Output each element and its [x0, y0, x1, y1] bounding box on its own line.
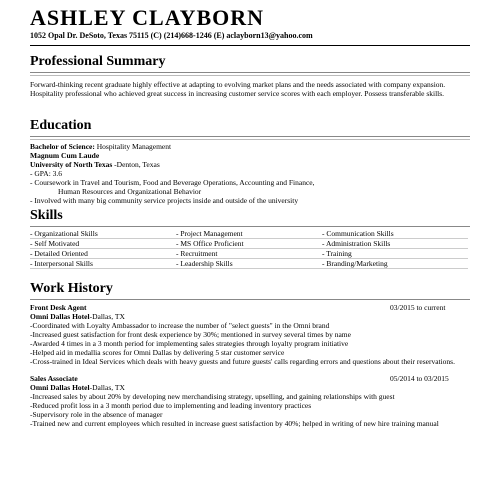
community-service: - Involved with many big community service projects inside and outside of the university: [30, 196, 299, 205]
candidate-name: ASHLEY CLAYBORN: [30, 5, 265, 30]
degree-label: Bachelor of Science:: [30, 142, 95, 151]
skill-item: - Self Motivated: [30, 239, 176, 249]
job-bullet: -Increased guest satisfaction for front desk experience by 30%; mentioned in survey several times by name: [30, 330, 351, 339]
work-section: [30, 281, 470, 428]
summary-section: [30, 54, 470, 98]
school-name: University of North Texas: [30, 160, 113, 169]
skill-item: - Recruitment: [176, 249, 322, 259]
degree-line: [30, 142, 470, 151]
skill-item: - Interpersonal Skills: [30, 259, 176, 269]
gpa: - GPA: 3.6: [30, 169, 63, 178]
skill-item: - Detailed Oriented: [30, 249, 176, 259]
skills-column-3: [322, 229, 468, 269]
job-entry: [30, 303, 470, 366]
degree-field: Hospitality Management: [94, 142, 172, 151]
skill-item: - Training: [322, 249, 468, 259]
skill-item: - MS Office Proficient: [176, 239, 322, 249]
summary-divider: [30, 72, 470, 73]
job-dates: 03/2015 to current: [390, 303, 446, 312]
job-bullet: -Cross-trained in Ideal Services which deals with heavy guests and future guests' calls regarding errors and questions about their reservations.: [30, 357, 455, 366]
resume-page: [30, 5, 470, 428]
school-line: [30, 160, 470, 169]
education-divider-secondary: [30, 139, 470, 140]
honors: Magnum Cum Laude: [30, 151, 100, 160]
job-header: [30, 303, 470, 312]
job-position: Sales Associate: [30, 374, 78, 383]
skills-divider: [30, 226, 470, 227]
job-bullet: -Helped aid in medallia scores for Omni Dallas by delivering 5 star customer service: [30, 348, 285, 357]
job-header: [30, 374, 470, 383]
skill-item: - Leadership Skills: [176, 259, 322, 269]
resume-header: [30, 6, 470, 46]
job-employer-line: [30, 383, 470, 392]
education-section: [30, 118, 470, 205]
job-bullet: -Coordinated with Loyalty Ambassador to increase the number of "select guests" in the Omni brand: [30, 321, 330, 330]
skills-grid: [30, 229, 470, 269]
skill-item: - Communication Skills: [322, 229, 468, 239]
coursework-line-2: Human Resources and Organizational Behavior: [58, 187, 202, 196]
job-employer: Omni Dallas Hotel: [30, 312, 90, 321]
summary-title: Professional Summary: [30, 54, 166, 69]
summary-divider-secondary: [30, 75, 470, 76]
skills-column-2: [176, 229, 322, 269]
job-position: Front Desk Agent: [30, 303, 87, 312]
coursework-line-1: - Coursework in Travel and Tourism, Food and Beverage Operations, Accounting and Finance,: [30, 178, 315, 187]
school-location: -Denton, Texas: [112, 160, 160, 169]
job-bullet: -Awarded 4 times in a 3 month period for implementing sales strategies through loyalty program initiative: [30, 339, 349, 348]
education-divider: [30, 136, 470, 137]
skills-title: Skills: [30, 208, 63, 223]
job-entry: [30, 374, 470, 428]
job-bullet: -Reduced profit loss in a 3 month period due to implementing and leading inventory practices: [30, 401, 312, 410]
summary-text: Forward-thinking recent graduate highly effective at adapting to evolving market plans and the needs associated with company expansion. Hospitality professional who achieved great success in increasing customer service scores with each employer. Possess transferable skills.: [30, 80, 446, 98]
job-bullet: -Supervisory role in the absence of manager: [30, 410, 163, 419]
skills-section: [30, 208, 470, 269]
work-title: Work History: [30, 281, 113, 296]
contact-info: 1052 Opal Dr. DeSoto, Texas 75115 (C) (214)668-1246 (E) aclayborn13@yahoo.com: [30, 31, 313, 40]
work-divider: [30, 299, 470, 300]
header-divider: [30, 45, 470, 46]
job-location: -Dallas, TX: [89, 383, 125, 392]
job-location: -Dallas, TX: [89, 312, 125, 321]
job-bullet: -Increased sales by about 20% by developing new merchandising strategy, upselling, and gaining relationships with guest: [30, 392, 395, 401]
job-bullet: -Trained new and current employees which resulted in increase guest satisfaction by 40%; helped in writing of new hire training manual: [30, 419, 439, 428]
job-employer: Omni Dallas Hotel: [30, 383, 90, 392]
skill-item: - Branding/Marketing: [322, 259, 468, 269]
job-employer-line: [30, 312, 470, 321]
skill-item: - Organizational Skills: [30, 229, 176, 239]
education-title: Education: [30, 118, 92, 133]
skill-item: - Administration Skills: [322, 239, 468, 249]
skills-column-1: [30, 229, 176, 269]
job-dates: 05/2014 to 03/2015: [390, 374, 449, 383]
skill-item: - Project Management: [176, 229, 322, 239]
